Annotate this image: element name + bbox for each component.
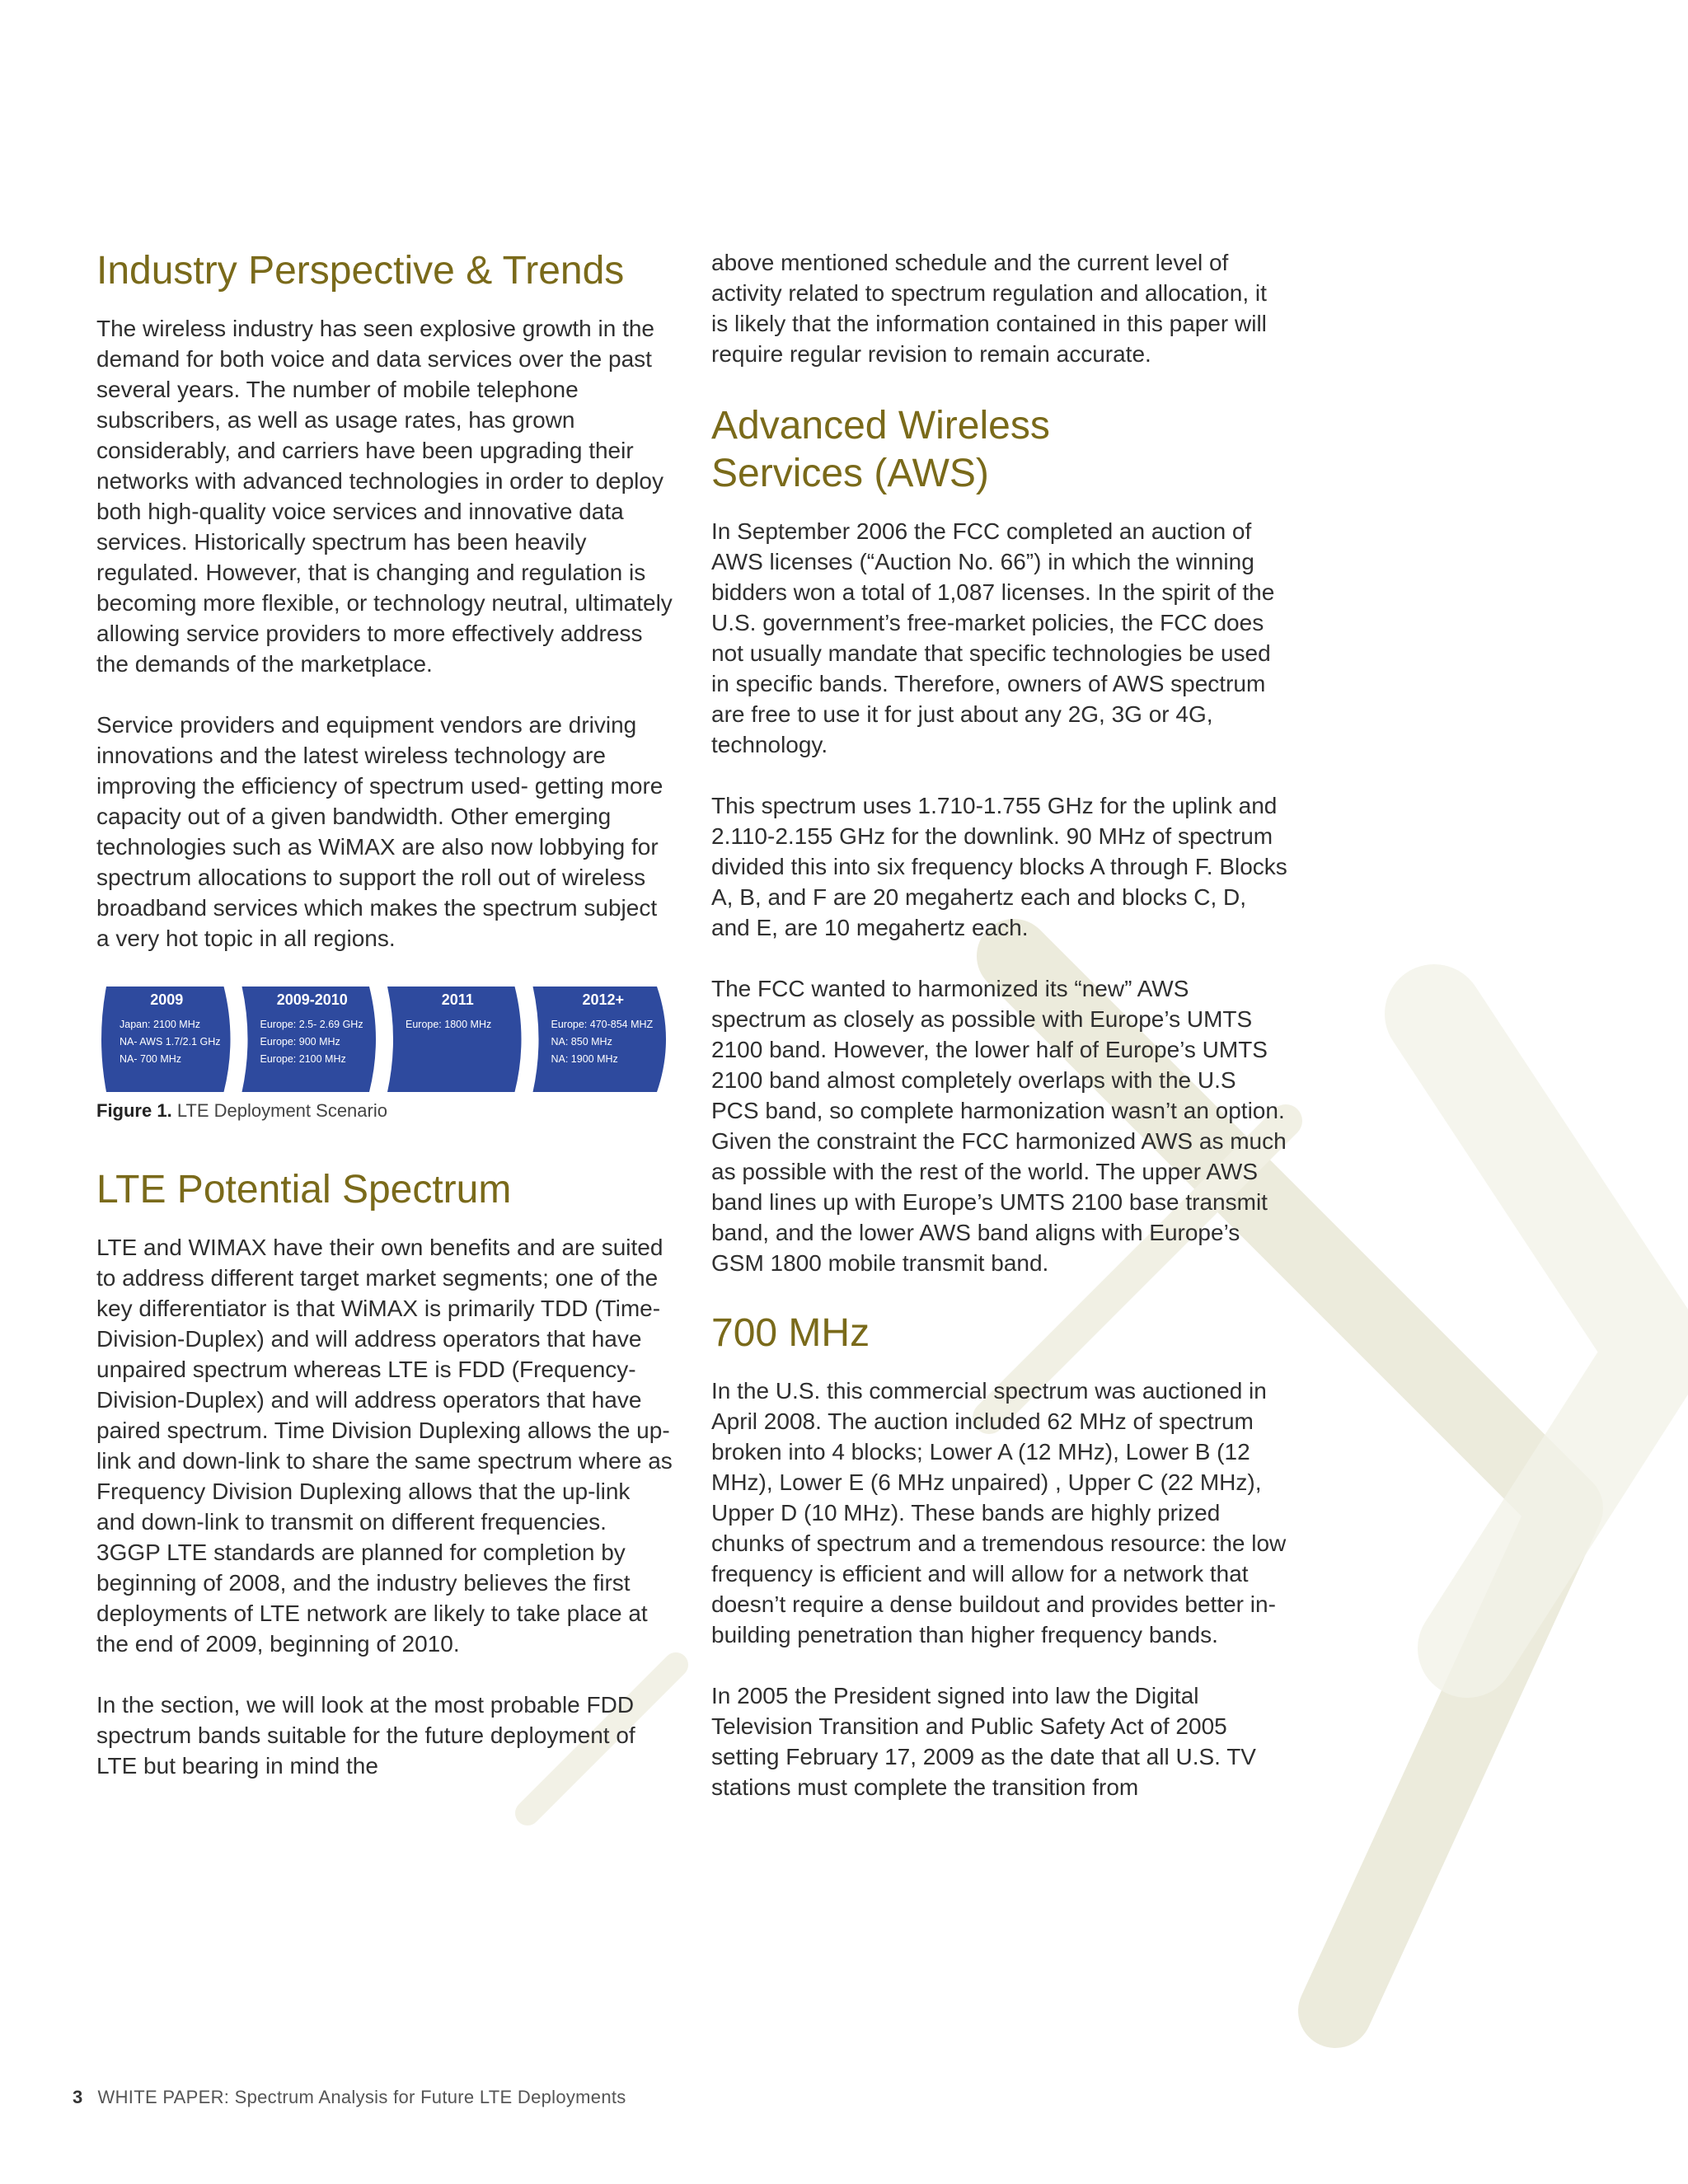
timeline-year-label: 2009-2010 xyxy=(276,991,348,1008)
timeline-band-label: Europe: 2.5- 2.69 GHz xyxy=(260,1019,363,1030)
footer-title: WHITE PAPER: Spectrum Analysis for Future LTE Deployments xyxy=(97,2087,626,2107)
industry-paragraph-2: Service providers and equipment vendors are driving innovations and the latest wireless technology are improving the efficiency of spectrum used- getting more capacity out of a given bandwidth. Other emerging technologies such as WiMAX are also now lobbying for spectrum allocations to support the roll out of wireless broadband services which makes the spectrum subject a very hot topic in all regions. xyxy=(96,712,663,951)
figure-caption-text: LTE Deployment Scenario xyxy=(176,1100,387,1121)
aws-paragraph-1: In September 2006 the FCC completed an auction of AWS licenses (“Auction No. 66”) in which the winning bidders won a total of 1,087 licenses. In the spirit of the U.S. government’s free-market policies, the FCC does not usually mandate that specific technologies be used in specific bands. Therefore, owners of AWS spectrum are free to use it for just about any 2G, 3G or 4G, technology. xyxy=(711,518,1275,757)
timeline-year-label: 2011 xyxy=(441,991,474,1008)
lte-paragraph-2: In the section, we will look at the most probable FDD spectrum bands suitable for the future deployment of LTE but bearing in mind the xyxy=(96,1692,635,1779)
timeline-band-label: NA: 850 MHz xyxy=(551,1036,612,1047)
timeline-band-label: Europe: 2100 MHz xyxy=(260,1053,346,1065)
lte-paragraph-1: LTE and WIMAX have their own benefits and are suited to address different target market segments; one of the key differentiator is that WiMAX is primarily TDD (Time-Division-Duplex) and will address operators that have unpaired spectrum whereas LTE is FDD (Frequency-Division-Duplex) and will address operators that have paired spectrum. Time Division Duplexing allows the up-link and down-link to share the same spectrum where as Frequency Division Duplexing allows that the up-link and down-link to transmit on different frequencies. 3GGP LTE standards are planned for completion by beginning of 2008, and the industry believes the first deployments of LTE network are likely to take place at the end of 2009, beginning of 2010. xyxy=(96,1235,673,1657)
timeline-band-label: Europe: 470-854 MHZ xyxy=(551,1019,654,1030)
industry-paragraph-1: The wireless industry has seen explosive growth in the demand for both voice and data services over the past several years. The number of mobile telephone subscribers, as well as usage rates, has grown considerably, and carriers have been upgrading their networks with advanced technologies in order to deploy both high-quality voice services and innovative data services. Historically spectrum has been heavily regulated. However, that is changing and regulation is becoming more flexible, or technology neutral, ultimately allowing service providers to more effectively address the demands of the marketplace. xyxy=(96,316,673,677)
timeline-band-label: NA- 700 MHz xyxy=(120,1053,182,1065)
lte-deployment-timeline xyxy=(96,987,673,1092)
page-footer xyxy=(73,2087,626,2108)
page-number: 3 xyxy=(73,2087,83,2107)
timeline-year-label: 2012+ xyxy=(582,991,625,1008)
timeline-band-label: Japan: 2100 MHz xyxy=(120,1019,200,1030)
figure-caption xyxy=(96,1099,673,1123)
timeline-band-label: NA: 1900 MHz xyxy=(551,1053,618,1065)
left-column xyxy=(96,247,673,1781)
figure-caption-label: Figure 1. xyxy=(96,1100,172,1121)
timeline-year-label: 2009 xyxy=(150,991,184,1008)
right-column xyxy=(711,247,1288,1802)
aws-paragraph-3: The FCC wanted to harmonized its “new” AWS spectrum as closely as possible with Europe’s UMTS 2100 band. However, the lower half of Europe’s UMTS 2100 band almost completely overlaps with the U.S PCS band, so complete harmonization wasn’t an option. Given the constraint the FCC harmonized AWS as much as possible with the rest of the world. The upper AWS band lines up with Europe’s UMTS 2100 base transmit band, and the lower AWS band aligns with Europe’s GSM 1800 mobile transmit band. xyxy=(711,976,1287,1276)
lte-deployment-figure xyxy=(96,987,673,1092)
timeline-band-label: Europe: 900 MHz xyxy=(260,1036,340,1047)
timeline-band-label: NA- AWS 1.7/2.1 GHz xyxy=(120,1036,221,1047)
aws-paragraph-2: This spectrum uses 1.710-1.755 GHz for the uplink and 2.110-2.155 GHz for the downlink. 90 MHz of spectrum divided this into six frequency blocks A through F. Blocks A, B, and F are 20 megahertz each and blocks C, D, and E, are 10 megahertz each. xyxy=(711,793,1287,940)
continuation-paragraph: above mentioned schedule and the current level of activity related to spectrum regulation and allocation, it is likely that the information contained in this paper will require regular revision to remain accurate. xyxy=(711,250,1267,367)
700mhz-paragraph-1: In the U.S. this commercial spectrum was auctioned in April 2008. The auction included 62 MHz of spectrum broken into 4 blocks; Lower A (12 MHz), Lower B (12 MHz), Lower E (6 MHz unpaired) , Upper C (22 MHz), Upper D (10 MHz). These bands are highly prized chunks of spectrum and a tremendous resource: the low frequency is efficient and will allow for a network that doesn’t require a dense buildout and provides better in-building penetration than higher frequency bands. xyxy=(711,1378,1287,1647)
section-heading-aws: Advanced Wireless Services (AWS) xyxy=(711,404,1050,495)
timeline-band-label: Europe: 1800 MHz xyxy=(406,1019,492,1030)
section-heading-lte-spectrum: LTE Potential Spectrum xyxy=(96,1168,512,1212)
section-heading-700mhz: 700 MHz xyxy=(711,1311,870,1355)
section-heading-industry: Industry Perspective & Trends xyxy=(96,249,625,293)
700mhz-paragraph-2: In 2005 the President signed into law the Digital Television Transition and Public Safety Act of 2005 setting February 17, 2009 as the date that all U.S. TV stations must complete the transition from xyxy=(711,1683,1256,1800)
